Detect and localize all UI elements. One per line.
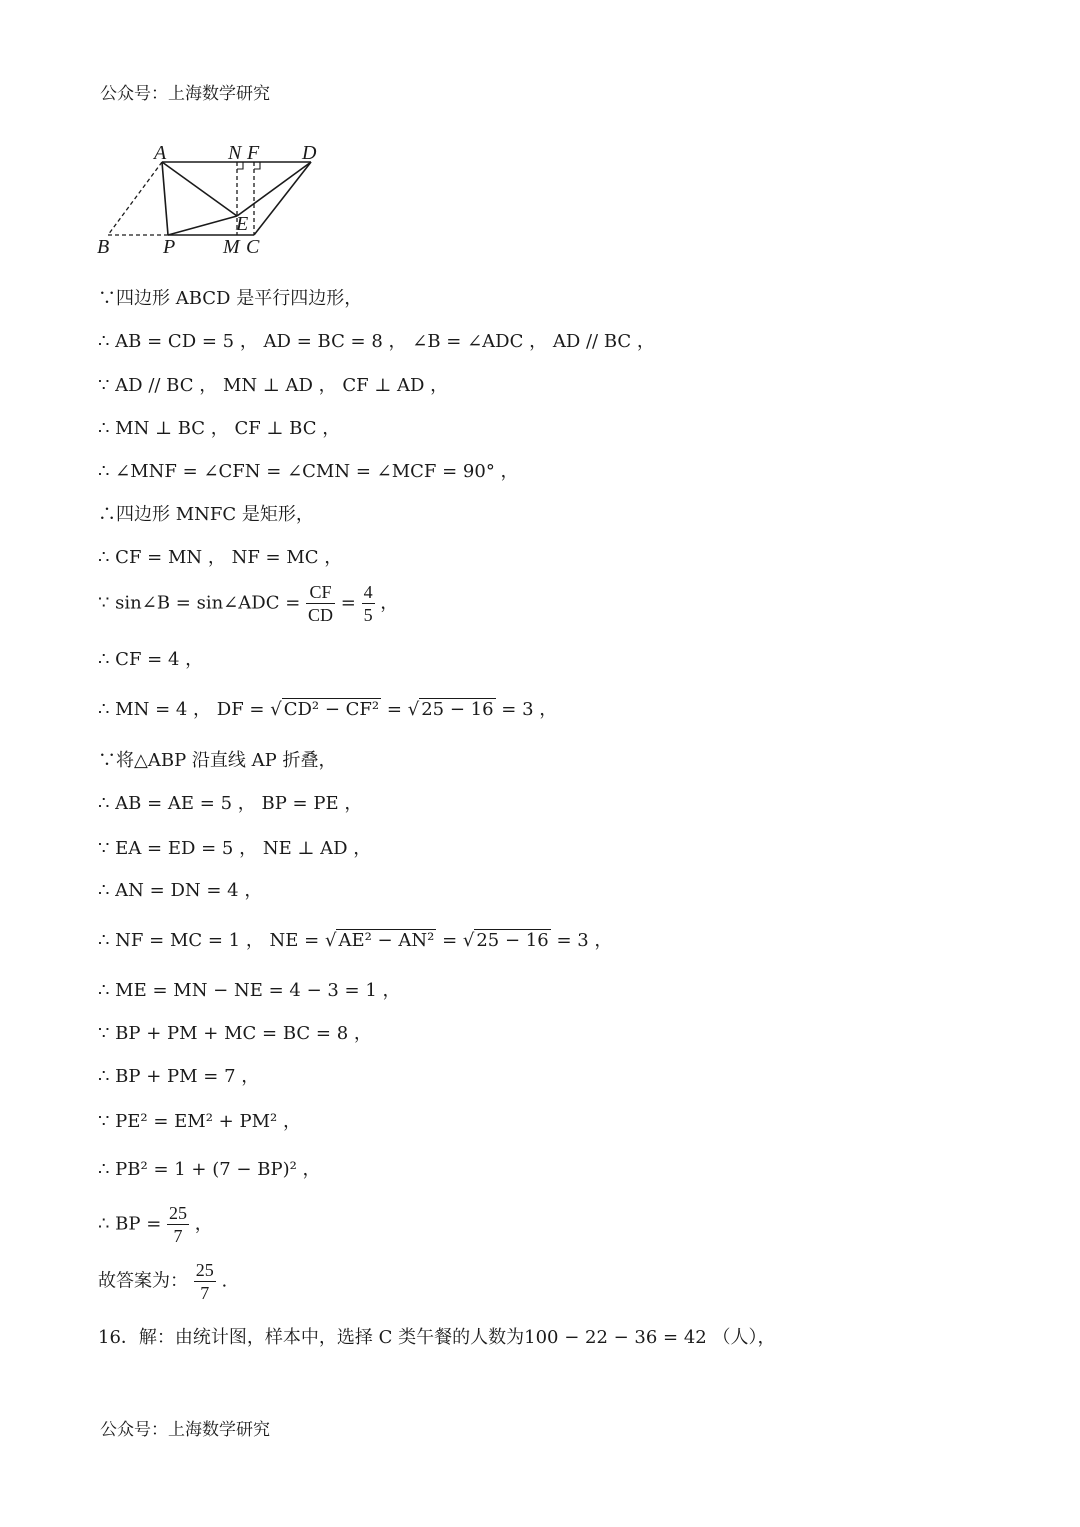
label-d: D xyxy=(302,142,317,164)
segment-ed xyxy=(237,162,311,216)
proof-line: ∵ EA = ED = 5 ， NE ⊥ AD ， xyxy=(98,838,372,859)
sqrt-radicand: 25 − 16 xyxy=(421,699,494,720)
segment-ab-dashed xyxy=(108,162,162,235)
sqrt-sign: √ xyxy=(462,930,475,951)
sqrt-sign: √ xyxy=(324,930,337,951)
proof-line: ∴四边形 MNFC 是矩形， xyxy=(98,504,314,525)
proof-line: ∵四边形 ABCD 是平行四边形， xyxy=(98,288,363,309)
proof-line: ∵ AD // BC ， MN ⊥ AD ， CF ⊥ AD ， xyxy=(98,375,449,396)
fraction-denominator: 7 xyxy=(173,1226,183,1246)
problem-16-line: 16．解：由统计图，样本中，选择 C 类午餐的人数为100 − 22 − 36 = 42 （人）， xyxy=(98,1327,776,1348)
proof-line: ∴ CF = MN ， NF = MC ， xyxy=(98,547,343,568)
fraction-25-7 xyxy=(167,1202,189,1247)
segment-ae xyxy=(162,162,237,216)
proof-line: ∴ AB = AE = 5 ， BP = PE ， xyxy=(98,793,363,814)
fraction-denominator: CD xyxy=(308,605,334,625)
proof-line-ne xyxy=(98,926,612,952)
label-a: A xyxy=(154,142,167,164)
proof-line: ∴ BP + PM = 7 ， xyxy=(98,1066,260,1087)
fraction-numerator: CF xyxy=(306,581,335,604)
bp-text: ∴ BP = xyxy=(98,1213,168,1235)
proof-line: ∴ MN ⊥ BC ， CF ⊥ BC ， xyxy=(98,418,341,439)
page-footer: 公众号：上海数学研究 xyxy=(100,1420,270,1440)
df-text: ∴ MN = 4 ， DF = xyxy=(98,699,271,720)
fraction-denominator: 7 xyxy=(200,1283,210,1303)
df-tail: = 3 ， xyxy=(501,699,558,720)
proof-line: ∴ AN = DN = 4 ， xyxy=(98,880,263,901)
fraction-cf-cd xyxy=(306,581,335,626)
fraction-numerator: 25 xyxy=(195,1260,214,1280)
fraction-25-7 xyxy=(194,1259,216,1304)
proof-line-bp xyxy=(98,1202,213,1247)
label-n: N xyxy=(228,142,242,164)
proof-line: ∵将△ABP 沿直线 AP 折叠， xyxy=(98,750,337,771)
label-c: C xyxy=(246,236,260,258)
equals-sign: = xyxy=(442,930,463,951)
sqrt-radicand: 25 − 16 xyxy=(476,930,549,951)
proof-line: ∴ ∠MNF = ∠CFN = ∠CMN = ∠MCF = 90° ， xyxy=(98,461,519,482)
label-f: F xyxy=(247,142,260,164)
answer-line xyxy=(98,1259,227,1304)
sqrt-sign: √ xyxy=(407,699,420,720)
equals-sign: = xyxy=(386,699,408,720)
proof-line-df xyxy=(98,695,557,721)
page-header: 公众号：上海数学研究 xyxy=(100,84,270,104)
sin-tail: ， xyxy=(380,592,399,614)
sqrt-sign: √ xyxy=(270,699,282,720)
ne-tail: = 3 ， xyxy=(556,930,613,951)
proof-line-sin xyxy=(98,581,398,626)
label-e: E xyxy=(236,213,249,235)
label-m: M xyxy=(223,236,240,258)
proof-line: ∵ PE² = EM² + PM² ， xyxy=(98,1111,301,1132)
bp-tail: ， xyxy=(194,1213,213,1235)
sqrt-radicand: CD² − CF² xyxy=(283,699,380,720)
ne-text: ∴ NF = MC = 1 ， NE = xyxy=(98,930,325,951)
segment-pe xyxy=(168,216,237,235)
fraction-denominator: 5 xyxy=(363,605,373,625)
proof-line: ∴ AB = CD = 5 ， AD = BC = 8 ， ∠B = ∠ADC ， AD // BC ， xyxy=(98,331,655,352)
segment-cd xyxy=(254,162,311,235)
proof-line: ∵ BP + PM + MC = BC = 8 ， xyxy=(98,1023,372,1044)
answer-text: 故答案为： xyxy=(98,1270,188,1292)
segment-ap xyxy=(162,162,168,235)
fraction-numerator: 25 xyxy=(169,1203,188,1223)
fraction-numerator: 4 xyxy=(363,582,373,602)
sin-text: ∵ sin∠B = sin∠ADC = xyxy=(98,592,306,614)
label-p: P xyxy=(163,236,176,258)
label-b: B xyxy=(97,236,110,258)
sqrt-radicand: AE² − AN² xyxy=(338,930,435,951)
proof-line: ∴ PB² = 1 + (7 − BP)² ， xyxy=(98,1159,321,1180)
proof-line: ∴ CF = 4 ， xyxy=(98,649,204,670)
answer-tail: . xyxy=(221,1270,228,1292)
geometry-figure xyxy=(90,138,330,258)
proof-line: ∴ ME = MN − NE = 4 − 3 = 1 ， xyxy=(98,980,401,1001)
equals-sign: = xyxy=(340,592,362,614)
fraction-4-5 xyxy=(362,581,375,626)
